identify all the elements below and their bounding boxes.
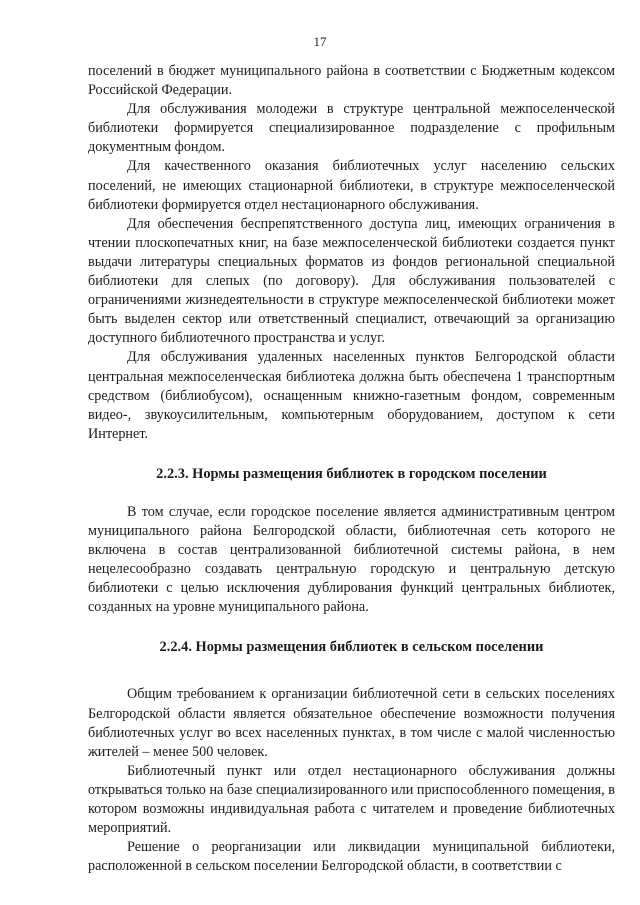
- paragraph-continued: поселений в бюджет муниципального района в соответствии с Бюджетным кодексом Российской Федерации.: [88, 63, 615, 99]
- paragraph-bookmobile: Для обслуживания удаленных населенных пунктов Белгородской области центральная межпоселенческая библиотека должна быть обеспечена 1 транспортным средством (библиобусом), оснащенным книжно-газетным фондом, современным видео-, звукоусилительным, компьютерным оборудованием, доступом к сети Интернет.: [88, 349, 615, 442]
- paragraph-reorganization: Решение о реорганизации или ликвидации муниципальной библиотеки, расположенной в сельском поселении Белгородской области, в соответствии с: [88, 839, 615, 875]
- paragraph-library-point: Библиотечный пункт или отдел нестационарного обслуживания должны открываться только на базе специализированного или приспособленного помещения, в котором возможны индивидуальная работа с читателем и проведение библиотечных мероприятий.: [88, 762, 615, 837]
- page-number: 17: [313, 34, 327, 49]
- paragraph-mobile-service: Для качественного оказания библиотечных услуг населению сельских поселений, не имеющих стационарной библиотеки, в структуре межпоселенческой библиотеки формируется отдел нестационарного обслуживания.: [88, 158, 615, 213]
- section-heading-2-2-4: 2.2.4. Нормы размещения библиотек в сельском поселении: [159, 639, 544, 656]
- paragraph-urban-settlement: В том случае, если городское поселение является административным центром муниципального района Белгородской области, библиотечная сеть которого не включена в состав централизованной библиотечной системы района, в нем нецелесообразно создавать центральную городскую и центральную детскую библиотеки с целью исключения дублирования функций центральных библиотек, созданных на уровне муниципального района.: [88, 503, 615, 616]
- paragraph-accessibility: Для обеспечения беспрепятственного доступа лиц, имеющих ограничения в чтении плоскопечатных книг, на базе межпоселенческой библиотеки создается пункт выдачи литературы специальных форматов из фондов региональной специальной библиотеки для слепых (по договору). Для обслуживания пользователей с ограничениями жизнедеятельности в структуре межпоселенческой библиотеки может быть выделен сектор или ответственный специалист, отвечающий за организацию доступного библиотечного пространства и услуг.: [88, 215, 615, 347]
- section-heading-2-2-3: 2.2.3. Нормы размещения библиотек в городском поселении: [156, 465, 547, 482]
- page-content: [88, 62, 615, 876]
- paragraph-rural-network: Общим требованием к организации библиотечной сети в сельских поселениях Белгородской области является обязательное обеспечение возможности получения библиотечных услуг во всех населенных пунктах, в том числе с малой численностью жителей – менее 500 человек.: [88, 686, 615, 760]
- paragraph-youth-service: Для обслуживания молодежи в структуре центральной межпоселенческой библиотеки формируется специализированное подразделение с профильным документным фондом.: [88, 101, 615, 156]
